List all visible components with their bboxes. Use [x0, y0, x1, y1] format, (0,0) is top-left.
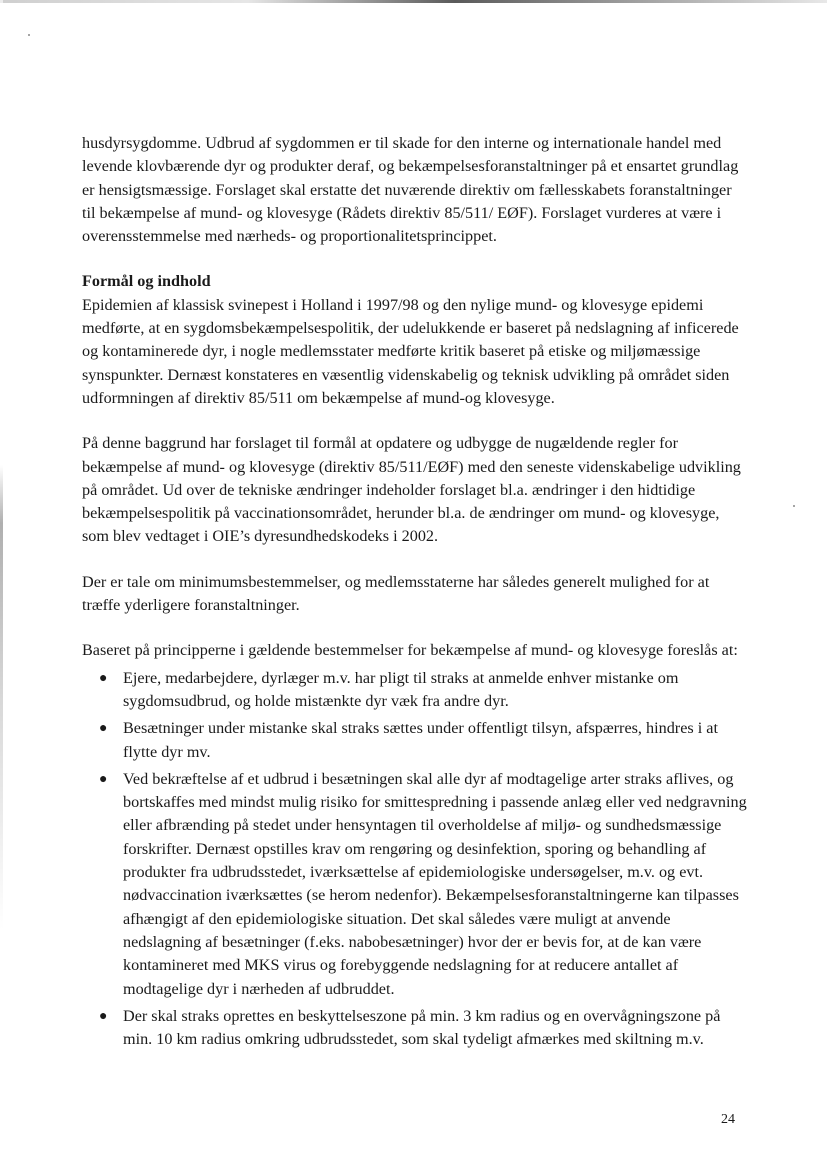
bullet-icon: ● — [99, 771, 108, 787]
scan-left-edge — [0, 0, 3, 1163]
list-item — [82, 717, 747, 764]
page-number: 24 — [721, 1112, 735, 1127]
list-item — [82, 768, 747, 1001]
purpose-paragraph-4: Baseret på principperne i gældende bestemmelser for bekæmpelse af mund- og klovesyge foreslås at: — [82, 641, 738, 660]
scan-top-edge — [0, 0, 827, 3]
bullet-icon: ● — [99, 1008, 108, 1024]
list-item-text: Ejere, medarbejdere, dyrlæger m.v. har pligt til straks at anmelde enhver mistanke om sygdomsudbrud, og holde mistænkte dyr væk fra andre dyr. — [123, 668, 679, 710]
scan-speck — [793, 505, 795, 507]
purpose-paragraph-2: På denne baggrund har forslaget til formål at opdatere og udbygge de nugældende regler for bekæmpelse af mund- og klovesyge (direktiv 85/511/EØF) med den seneste videnskabelige udvikling på området. Ud over de tekniske ændringer indeholder forslaget bl.a. ændringer i den hidtidige bekæmpelsespolitik på vaccinationsområdet, herunder bl.a. de ændringer om mund- og klovesyge, som blev vedtaget i OIE’s dyresundhedskodeks i 2002. — [82, 434, 741, 546]
bullet-icon: ● — [99, 670, 108, 686]
opening-paragraph: husdyrsygdomme. Udbrud af sygdommen er til skade for den interne og internationale handel med levende klovbærende dyr og produkter deraf, og bekæmpelsesforanstaltninger på et ensartet grundlag er hensigtsmæssige. Forslaget skal erstatte det nuværende direktiv om fællesskabets foranstaltninger til bekæmpelse af mund- og klovesyge (Rådets direktiv 85/511/ EØF). Forslaget vurderes at være i overensstemmelse med nærheds- og proportionalitetsprincippet. — [82, 134, 739, 246]
purpose-paragraph-1: Epidemien af klassisk svinepest i Holland i 1997/98 og den nylige mund- og klovesyge epidemi medførte, at en sygdomsbekæmpelsespolitik, der udelukkende er baseret på nedslagning af inficerede og kontaminerede dyr, i nogle medlemsstater medførte kritik baseret på etiske og miljømæssige synspunkter. Dernæst konstateres en væsentlig videnskabelig og teknisk udvikling på området siden udformningen af direktiv 85/511 om bekæmpelse af mund-og klovesyge. — [82, 295, 739, 407]
bullet-icon: ● — [99, 721, 108, 737]
list-item-text: Ved bekræftelse af et udbrud i besætningen skal alle dyr af modtagelige arter straks aflives, og bortskaffes med mindst mulig risiko for smittespredning i passende anlæg eller ved nedgravning eller afbrænding på stedet under hensyntagen til overholdelse af miljø- og sundhedsmæssige forskrifter. Dernæst opstilles krav om rengøring og desinfektion, sporing og behandling af produkter fra udbrudsstedet, iværksættelse af epidemiologiske undersøgelser, m.v. og evt. nødvaccination iværksættes (se herom nedenfor). Bekæmpelsesforanstaltningerne kan tilpasses afhængigt af den epidemiologiske situation. Det skal således være muligt at anvende nedslagning af besætninger (f.eks. nabobesætninger) hvor der er bevis for, at de kan være kontamineret med MKS virus og forebyggende nedslagning for at reducere antallet af modtagelige dyr i nærheden af udbruddet. — [123, 769, 747, 998]
section-heading: Formål og indhold — [82, 272, 211, 291]
list-item-text: Der skal straks oprettes en beskyttelseszone på min. 3 km radius og en overvågningszone på min. 10 km radius omkring udbrudsstedet, som skal tydeligt afmærkes med skiltning m.v. — [123, 1006, 721, 1049]
list-item-text: Besætninger under mistanke skal straks sættes under offentligt tilsyn, afspærres, hindres i at flytte dyr mv. — [123, 719, 718, 761]
list-item — [82, 1005, 747, 1052]
list-item — [82, 667, 747, 714]
proposal-bullet-list — [82, 667, 747, 1052]
purpose-paragraph-3: Der er tale om minimumsbestemmelser, og medlemsstaterne har således generelt mulighed for at træffe yderligere foranstaltninger. — [82, 572, 710, 615]
scan-speck — [28, 34, 30, 36]
document-body — [82, 132, 747, 1055]
